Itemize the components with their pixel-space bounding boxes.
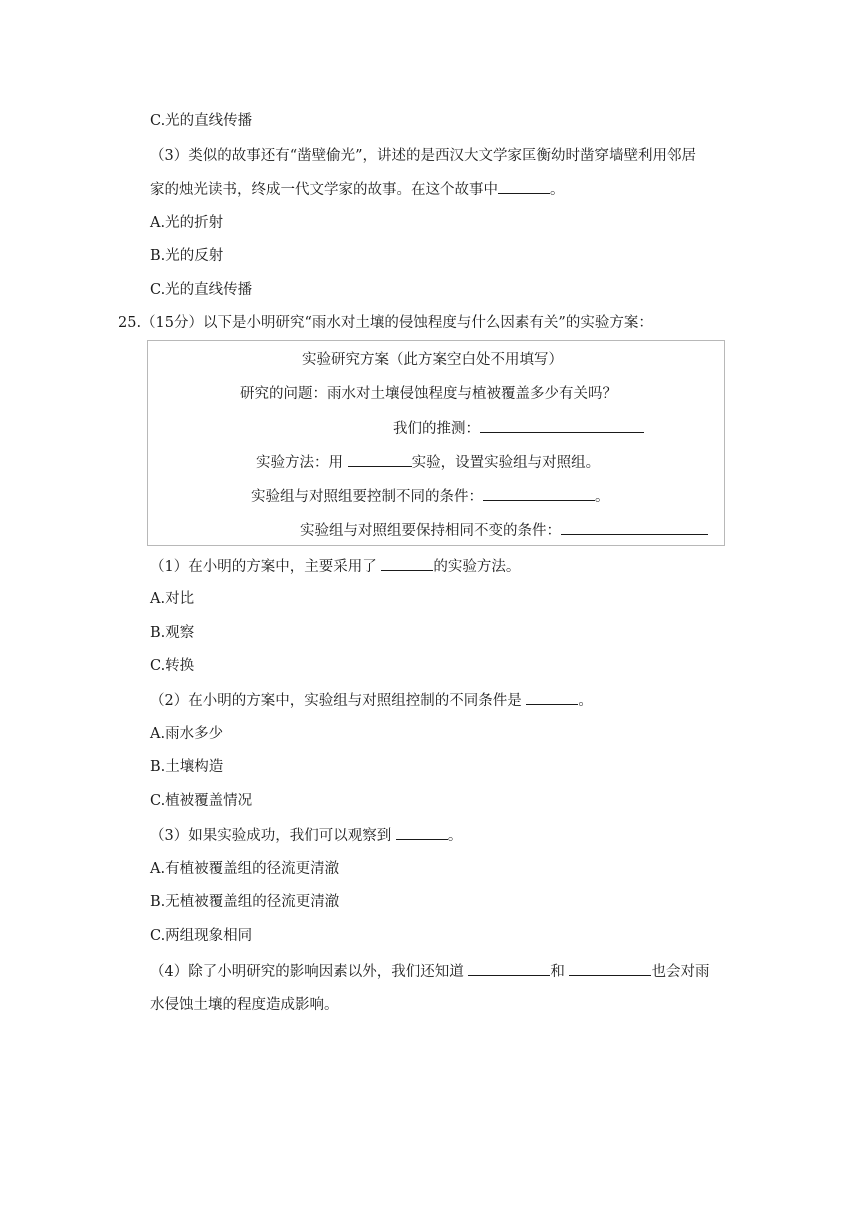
plan-different-condition-blank[interactable] <box>483 486 595 501</box>
plan-same-condition-blank[interactable] <box>561 520 708 535</box>
q25-sub2-option-b: B.土壤构造 <box>150 759 224 775</box>
q25-sub1-option-a: A.对比 <box>150 591 195 607</box>
q25-sub4-and: 和 <box>550 964 570 980</box>
q24-sub3-line1: （3）类似的故事还有“凿壁偷光”，讲述的是西汉大文学家匡衡幼时凿穿墙壁利用邻居 <box>150 148 697 164</box>
plan-method-text: 实验，设置实验组与对照组。 <box>411 455 601 471</box>
plan-same-condition-label: 实验组与对照组要保持相同不变的条件： <box>300 523 561 539</box>
q25-sub2-option-a: A.雨水多少 <box>150 726 224 742</box>
q24-sub3-line2 <box>150 179 565 200</box>
q25-sub3-text: （3）如果实验成功，我们可以观察到 <box>150 828 396 844</box>
plan-same-condition-row <box>300 520 708 541</box>
q24-sub3-answer-blank[interactable] <box>498 179 550 194</box>
q24-option-c-previous: C.光的直线传播 <box>150 113 253 129</box>
q25-sub4-text: （4）除了小明研究的影响因素以外，我们还知道 <box>150 964 469 980</box>
q25-sub1-answer-blank[interactable] <box>381 556 433 571</box>
q25-sub3-option-a: A.有植被覆盖组的径流更清澈 <box>150 861 340 877</box>
q25-sub1-option-b: B.观察 <box>150 625 195 641</box>
plan-different-condition-end: 。 <box>595 489 610 505</box>
q25-sub2-stem <box>150 690 593 711</box>
plan-title: 实验研究方案（此方案空白处不用填写） <box>302 352 563 368</box>
q25-sub1-end: 的实验方法。 <box>433 559 521 575</box>
q25-sub3-option-c: C.两组现象相同 <box>150 928 253 944</box>
q25-sub3-option-b: B.无植被覆盖组的径流更清澈 <box>150 894 340 910</box>
plan-different-condition-row <box>251 486 610 507</box>
q25-sub1-text: （1）在小明的方案中，主要采用了 <box>150 559 382 575</box>
q25-header: 25.（15分）以下是小明研究“雨水对土壤的侵蚀程度与什么因素有关”的实验方案： <box>118 315 653 331</box>
plan-method-row <box>256 452 600 473</box>
plan-guess-label: 我们的推测： <box>393 421 480 437</box>
q25-sub3-answer-blank[interactable] <box>396 825 448 840</box>
plan-research-question: 研究的问题：雨水对土壤侵蚀程度与植被覆盖多少有关吗？ <box>240 386 617 402</box>
q25-sub4-answer-blank-2[interactable] <box>569 961 651 976</box>
q25-sub3-end: 。 <box>447 828 463 844</box>
plan-method-label: 实验方法：用 <box>256 455 348 471</box>
q25-sub2-end: 。 <box>578 693 593 709</box>
q24-sub3-option-c: C.光的直线传播 <box>150 282 253 298</box>
plan-different-condition-label: 实验组与对照组要控制不同的条件： <box>251 489 483 505</box>
experiment-plan-box <box>147 340 725 546</box>
plan-guess-blank[interactable] <box>480 418 644 433</box>
q25-sub1-stem <box>150 556 520 577</box>
q25-sub1-option-c: C.转换 <box>150 658 195 674</box>
plan-guess-row <box>393 418 644 439</box>
q24-sub3-option-a: A.光的折射 <box>150 215 224 231</box>
q25-sub4-line1 <box>150 961 709 982</box>
q25-sub4-line2: 水侵蚀土壤的程度造成影响。 <box>150 997 339 1013</box>
q24-sub3-line2-end: 。 <box>550 182 565 198</box>
q25-sub4-answer-blank-1[interactable] <box>468 961 550 976</box>
q25-sub2-option-c: C.植被覆盖情况 <box>150 793 253 809</box>
q24-sub3-option-b: B.光的反射 <box>150 248 224 264</box>
plan-method-blank[interactable] <box>348 452 412 467</box>
q25-sub4-line1-end: 也会对雨 <box>651 964 710 980</box>
q24-sub3-line2-text: 家的烛光读书，终成一代文学家的故事。在这个故事中 <box>150 182 498 198</box>
q25-sub2-text: （2）在小明的方案中，实验组与对照组控制的不同条件是 <box>150 693 527 709</box>
q25-sub2-answer-blank[interactable] <box>526 690 578 705</box>
q25-sub3-stem <box>150 825 462 846</box>
